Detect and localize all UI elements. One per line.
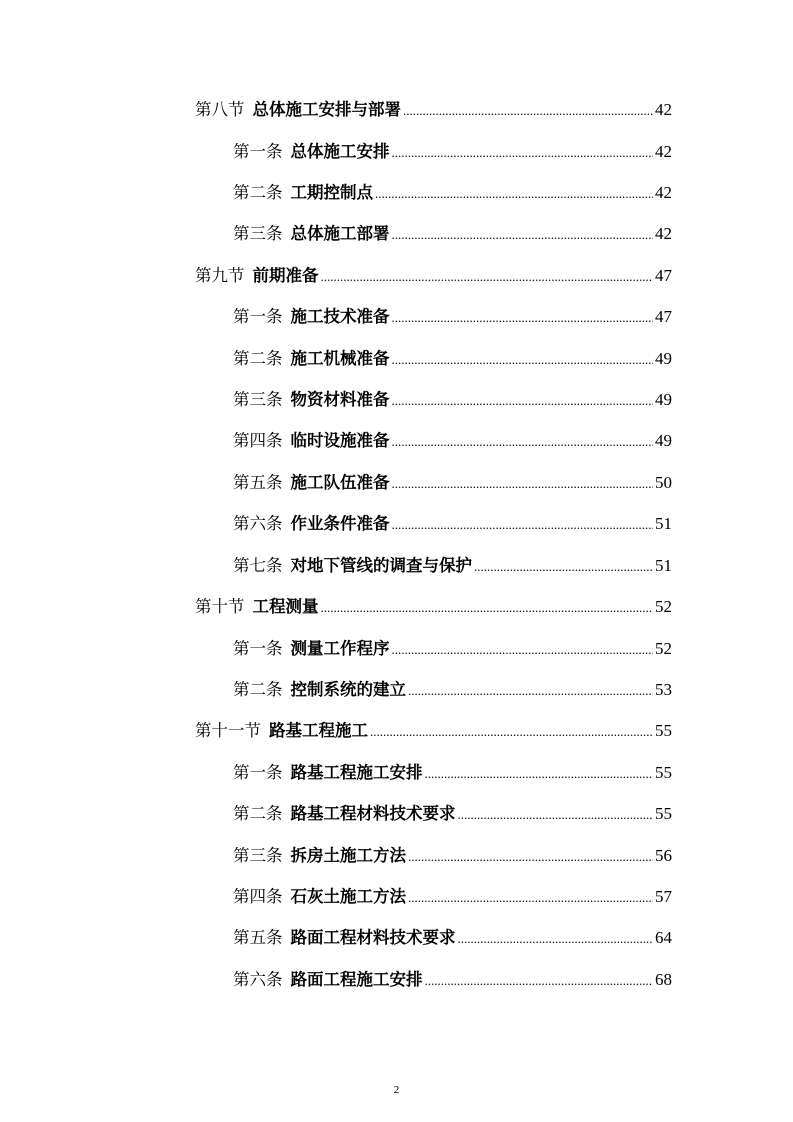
dot-leader: [392, 429, 654, 455]
toc-entry-page: 52: [655, 639, 672, 658]
toc-entry-title: 物资材料准备: [290, 390, 390, 409]
toc-entry-number: 第五条: [233, 473, 283, 492]
toc-entry-title: 路基工程材料技术要求: [290, 804, 456, 823]
toc-entry[interactable]: [233, 760, 672, 786]
toc-entry-number: 第一条: [233, 142, 283, 161]
toc-entry[interactable]: [233, 884, 672, 910]
toc-entry-title: 路面工程施工安排: [290, 970, 423, 989]
toc-entry-number: 第十节: [195, 597, 245, 616]
toc-entry[interactable]: [233, 843, 672, 869]
dot-leader: [321, 595, 654, 621]
toc-entry[interactable]: [233, 346, 672, 372]
toc-entry-number: 第二条: [233, 680, 283, 699]
toc-entry-page: 68: [655, 970, 672, 989]
toc-entry[interactable]: [233, 553, 672, 579]
toc-entry-page: 50: [655, 473, 672, 492]
toc-entry-title: 拆房土施工方法: [290, 846, 406, 865]
dot-leader: [392, 471, 654, 497]
toc-entry[interactable]: [233, 221, 672, 247]
toc-entry-number: 第二条: [233, 349, 283, 368]
toc-entry-page: 55: [655, 763, 672, 782]
toc-entry[interactable]: [195, 97, 672, 123]
toc-entry[interactable]: [233, 470, 672, 496]
toc-entry-page: 42: [655, 142, 672, 161]
dot-leader: [392, 388, 654, 414]
dot-leader: [403, 98, 653, 124]
toc-entry-number: 第一条: [233, 763, 283, 782]
toc-entry[interactable]: [195, 594, 672, 620]
toc-entry-number: 第七条: [233, 556, 283, 575]
dot-leader: [392, 222, 654, 248]
dot-leader: [392, 347, 654, 373]
dot-leader: [408, 844, 653, 870]
toc-entry-number: 第二条: [233, 804, 283, 823]
toc-entry[interactable]: [233, 304, 672, 330]
toc-entry[interactable]: [233, 677, 672, 703]
toc-entry-title: 石灰土施工方法: [290, 887, 406, 906]
toc-entry[interactable]: [195, 718, 672, 744]
toc-entry-title: 作业条件准备: [290, 514, 390, 533]
dot-leader: [458, 802, 654, 828]
toc-entry-number: 第一条: [233, 639, 283, 658]
toc-entry[interactable]: [233, 180, 672, 206]
dot-leader: [458, 926, 654, 952]
toc-entry-title: 前期准备: [252, 266, 319, 285]
toc-entry-page: 49: [655, 390, 672, 409]
toc-entry-page: 49: [655, 431, 672, 450]
dot-leader: [321, 264, 654, 290]
toc-entry-number: 第六条: [233, 514, 283, 533]
toc-entry-number: 第三条: [233, 846, 283, 865]
dot-leader: [425, 761, 654, 787]
toc-entry-number: 第四条: [233, 431, 283, 450]
toc-entry-title: 总体施工安排: [290, 142, 390, 161]
dot-leader: [392, 140, 654, 166]
toc-entry-title: 施工技术准备: [290, 307, 390, 326]
toc-entry-page: 51: [655, 556, 672, 575]
toc-entry-title: 总体施工安排与部署: [252, 100, 401, 119]
dot-leader: [375, 181, 653, 207]
toc-entry-page: 47: [655, 266, 672, 285]
toc-entry-title: 控制系统的建立: [290, 680, 406, 699]
toc-entry[interactable]: [233, 511, 672, 537]
toc-entry-page: 53: [655, 680, 672, 699]
dot-leader: [408, 885, 653, 911]
toc-entry[interactable]: [233, 139, 672, 165]
toc-entry-title: 施工机械准备: [290, 349, 390, 368]
toc-entry-page: 64: [655, 928, 672, 947]
toc-entry-number: 第八节: [195, 100, 245, 119]
dot-leader: [474, 554, 653, 580]
toc-entry-title: 工程测量: [252, 597, 319, 616]
toc-entry[interactable]: [195, 263, 672, 289]
toc-entry[interactable]: [233, 387, 672, 413]
toc-entry-page: 49: [655, 349, 672, 368]
dot-leader: [370, 719, 653, 745]
dot-leader: [392, 512, 654, 538]
toc-entry-number: 第五条: [233, 928, 283, 947]
toc-entry[interactable]: [233, 801, 672, 827]
toc-entry-title: 工期控制点: [290, 183, 373, 202]
toc-entry-page: 42: [655, 224, 672, 243]
toc-entry-number: 第四条: [233, 887, 283, 906]
toc-entry-title: 路面工程材料技术要求: [290, 928, 456, 947]
toc-entry-title: 对地下管线的调查与保护: [290, 556, 472, 575]
toc-entry-page: 42: [655, 100, 672, 119]
toc-entry-number: 第三条: [233, 224, 283, 243]
toc-entry-number: 第六条: [233, 970, 283, 989]
toc-entry-page: 55: [655, 804, 672, 823]
toc-entry-page: 51: [655, 514, 672, 533]
dot-leader: [392, 637, 654, 663]
dot-leader: [408, 678, 653, 704]
toc-entry[interactable]: [233, 636, 672, 662]
toc-entry-page: 56: [655, 846, 672, 865]
toc-entry-number: 第九节: [195, 266, 245, 285]
toc-entry-title: 路基工程施工安排: [290, 763, 423, 782]
toc-entry-page: 57: [655, 887, 672, 906]
toc-entry-number: 第三条: [233, 390, 283, 409]
toc-entry-number: 第十一节: [195, 721, 261, 740]
toc-entry-title: 施工队伍准备: [290, 473, 390, 492]
toc-entry-title: 总体施工部署: [290, 224, 390, 243]
dot-leader: [425, 968, 654, 994]
toc-entry-page: 55: [655, 721, 672, 740]
toc-entry-page: 52: [655, 597, 672, 616]
toc-entry-title: 临时设施准备: [290, 431, 390, 450]
dot-leader: [392, 305, 654, 331]
toc-entry-title: 路基工程施工: [269, 721, 368, 740]
toc-entry-page: 47: [655, 307, 672, 326]
toc-entry-number: 第一条: [233, 307, 283, 326]
toc-entry-page: 42: [655, 183, 672, 202]
page-number: 2: [393, 1084, 400, 1096]
toc-entry[interactable]: [233, 967, 672, 993]
toc-entry[interactable]: [233, 428, 672, 454]
toc-entry-number: 第二条: [233, 183, 283, 202]
toc-entry[interactable]: [233, 925, 672, 951]
toc-entry-title: 测量工作程序: [290, 639, 390, 658]
